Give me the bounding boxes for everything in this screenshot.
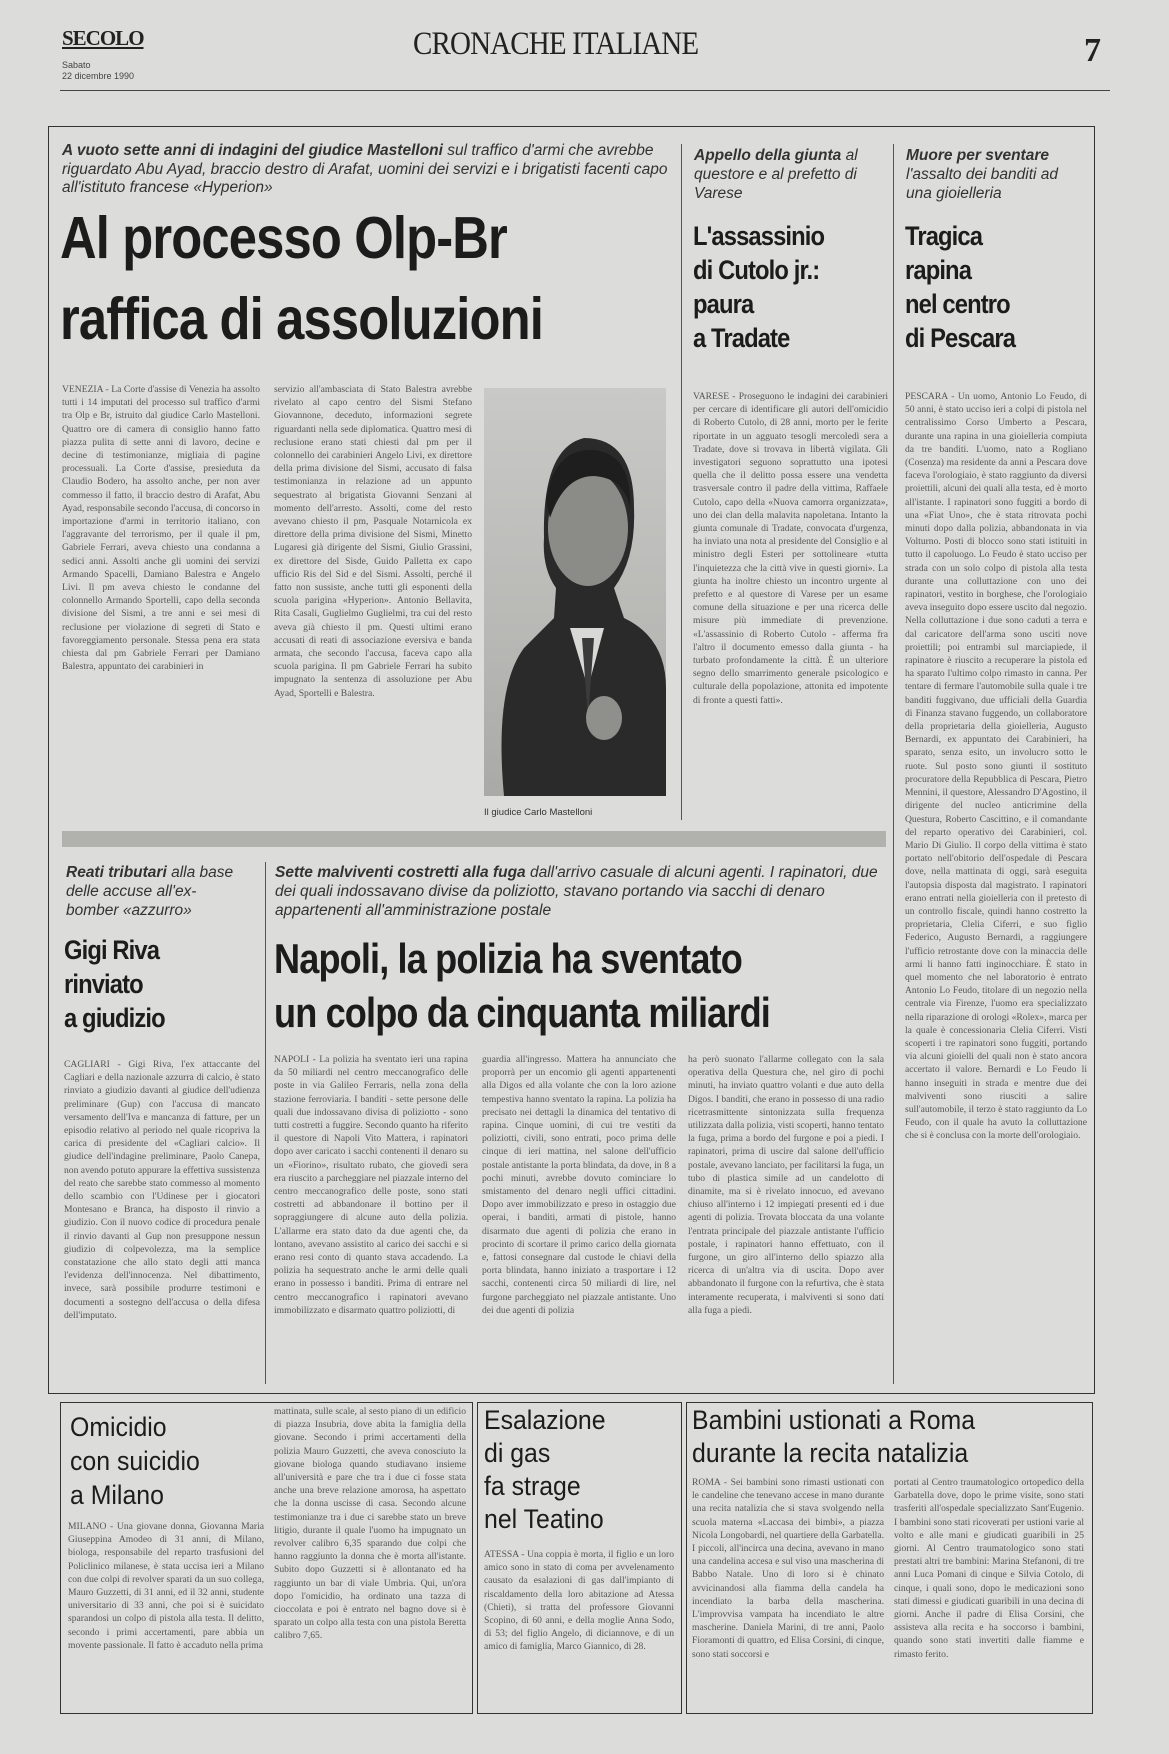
- issue-date: 22 dicembre 1990: [62, 71, 135, 81]
- pescara-headline: [905, 219, 1015, 355]
- header-rule: [60, 90, 1110, 91]
- milano-col-2: mattinata, sulle scale, al sesto piano di un edificio di piazza Insubria, dove abita la famiglia della giovane. Secondo i primi accertamenti della polizia Mauro Guzzetti, che aveva conosciuto la giovane biologa quando studiavano insieme all'università e pare che tra i due ci fosse stata anche una breve relazione amorosa, ha aspettato che la donna uscisse di casa. Secondo alcune testimonianze tra i due ci sarebbe stato un breve litigio, durante il quale l'uomo ha impugnato un revolver calibro 6,35 sparando due colpi che hanno raggiunto la donna che è morta all'istante. Subito dopo Guzzetti si è allontanato ed ha raggiunto un bar di viale Umbria. Qui, un'ora dopo l'omicidio, ha ordinato una tazza di cioccolata e poi è entrato nel bagno dove si è sparato un colpo alla testa con una pistola Beretta calibro 7,65.: [274, 1406, 466, 1642]
- olp-col-2: servizio all'ambasciata di Stato Balestra avrebbe rivelato al capo centro del Sismi Stefano Giovannone, deceduto, informazioni segrete riguardanti nella sede diplomatica. Quattro mesi di reclusione erano stati chiesti dal pm per il colonnello dei carabinieri Angelo Livi, ex direttore della prima divisione del Sismi, accusato di falsa testimonianza in relazione ad un appunto sequestrato al brigatista Giovanni Senzani al momento dell'arresto. Assolti, come del resto avevano chiesto il pm, Pasquale Notarnicola ex direttore della prima divisione del Sismi, Minetto Lugaresi già dirigente del Sismi, Giulio Grassini, ex direttore del Sisde, Guido Palletta ex capo ufficio Ris del Sid e del Sismi. Assolti, perché il fatto non sussiste, anche tutti gli esponenti della scuola parigina «Hyperion». Antonio Bellavita, Rita Casali, Guglielmo Guglielmi, tra cui del resto aveva già chiesto il pm. Questi ultimi erano accusati di reati di associazione eversiva e banda armata, che secondo l'accusa, faceva capo alla scuola parigina. Il pm Gabriele Ferrari ha subito impugnato la sentenza di assoluzione per Abu Ayad, Sportelli e Balestra.: [274, 384, 472, 699]
- napoli-kicker-bold: Sette malviventi costretti alla fuga: [275, 864, 526, 881]
- issue-day: Sabato: [62, 60, 91, 70]
- napoli-col-1: NAPOLI - La polizia ha sventato ieri una rapina da 50 miliardi nel centro meccanografico delle poste in via Galileo Ferraris, nella zona della stazione ferroviaria. I banditi - sette persone delle quali due indossavano divisa di poliziotto - sono tutti costretti a fuggire. Secondo quanto ha riferito il questore di Napoli Vito Mattera, i rapinatori dopo aver caricato i sacchi contenenti il denaro su un «Fiorino», risultato rubato, che giovedì sera era riuscito a parcheggiare nel piazzale interno del centro meccanografico delle poste, sono stati costretti ad abbandonare il bottino per il sopraggiungere di alcune auto della polizia. L'allarme era stato dato da due agenti che, da lontano, avevano assistito al carico dei sacchi e si erano resi conto di quanto stava accadendo. La polizia ha sequestrato anche le armi delle quali erano in possesso i banditi. Prima di entrare nel centro meccanografico i rapinatori avevano immobilizzato e disarmato quattro poliziotti, di: [274, 1054, 468, 1316]
- cutolo-body: VARESE - Proseguono le indagini dei carabinieri per cercare di identificare gli autori dell'omicidio di Roberto Cutolo, di 28 anni, morto per le ferite riportate in un agguato tesogli mercoledì sera a Tradate, dove si trovava in libertà vigilata. Gli investigatori seguono soprattutto una ipotesi quella che il delitto possa essere una vendetta trasversale contro il padre della vittima, Raffaele Cutolo, capo della «Nuova camorra organizzata», uno dei clan della malavita napoletana. Intanto la giunta comunale di Tradate, convocata d'urgenza, ha inviato una nota al presidente del Consiglio e al ministro degli Esteri per sottolineare «tutta l'inquietezza che la città vive in questi giorni». La giunta ha inoltre chiesto un incontro urgente al prefetto e al questore di Varese per un esame comune della situazione e per una ricerca delle misure più immediate di prevenzione. «L'assassinio di Roberto Cutolo - afferma fra l'altro il documento emesso dalla giunta - ha turbato profondamente la città. È un ulteriore segno dello smarrimento generale psicologico e culturale della popolazione, attonita ed impotente di fronte a questi fatti».: [693, 391, 888, 706]
- cutolo-headline-2: di Cutolo jr.:: [693, 255, 820, 285]
- cutolo-headline-3: paura: [693, 289, 754, 319]
- roma-headline: [692, 1404, 975, 1470]
- pescara-headline-3: nel centro: [905, 289, 1010, 319]
- roma-col-2: portati al Centro traumatologico ortopedico della Garbatella dove, dopo le prime visite, sono stati trasferiti all'ospedale specializzato Sant'Eugenio. I bambini sono stati ricoverati per ustioni varie al volto e alle mani e giudicati guaribili in 25 giorni. Al Centro traumatologico sono stati prestati altri tre bambini: Marina Stefanoni, di tre anni Luca Pomani di cinque e Silvia Cotolo, di cinque, i quali sono, dopo le medicazioni sono stati dimessi e giudicati guaribili in una decina di giorni. Anche il padre di Elisa Corsini, che assisteva alla recita e ha soccorso i bambini, quando sono stati invertiti dalle fiamme e rimasto ferito.: [894, 1477, 1084, 1660]
- pescara-kicker-rest: l'assalto dei banditi ad una gioielleria: [906, 166, 1059, 202]
- napoli-kicker-rest: dall'arrivo casuale di alcuni agenti. I rapinatori, due dei quali indossavano divise da poliziotto, stavano portando via sacchi di denaro appartenenti all'amministrazione postale: [275, 864, 878, 919]
- cutolo-headline-4: a Tradate: [693, 323, 790, 353]
- olp-kicker-bold: A vuoto sette anni di indagini del giudice Mastelloni: [62, 142, 443, 159]
- divider-riva-napoli: [265, 862, 266, 1384]
- cutolo-kicker: [694, 146, 894, 203]
- pescara-headline-1: Tragica: [905, 221, 983, 251]
- milano-col-1: MILANO - Una giovane donna, Giovanna Maria Giuseppina Amodeo di 31 anni, di Milano, biologa, responsabile del reparto trasfusioni del Policlinico milanese, è stata uccisa ieri a Milano con due colpi di revolver sparati da un suo collega, Mauro Guzzetti, di 31 anni, ed il 32 anni, studente universitario di 33 anni, che poi si è suicidato sparandosi un colpo di pistola alla testa. Il delitto, secondo i primi accertamenti, pare abbia un movente passionale. Il fatto è accaduto nella prima: [68, 1521, 264, 1651]
- napoli-kicker: [275, 863, 885, 920]
- pescara-kicker-bold: Muore per sventare: [906, 147, 1049, 164]
- portrait-silhouette: [484, 388, 666, 796]
- page-number: 7: [1084, 32, 1101, 69]
- teatino-headline-2: di gas: [484, 1438, 551, 1468]
- cutolo-kicker-rest: al questore e al prefetto di Varese: [694, 147, 858, 202]
- olp-kicker: [62, 142, 682, 198]
- riva-headline: [64, 933, 165, 1035]
- divider-cutolo-pescara: [893, 144, 894, 1384]
- olp-col-1: VENEZIA - La Corte d'assise di Venezia ha assolto tutti i 14 imputati del processo sul traffico d'armi tra Olp e Br, istruito dal giudice Carlo Mastelloni. Quattro ore di camera di consiglio hanno fatto piazza pulita di sette anni di lavoro, decine e decine di testimonianze, migliaia di pagine processuali. La Corte d'assise, presieduta da Claudio Bodero, ha assolto anche, per non aver commesso il fatto, il braccio destro di Arafat, Abu Ayad, responsabile secondo l'accusa, di concorso in importazione d'armi in territorio italiano, con l'aggravante del terrorismo, per il quale il pm, Gabriele Ferrari, aveva chiesto una condanna a sedici anni. Assolti anche gli uomini dei servizi Armando Spacelli, Damiano Balestra e Angelo Livi. Il pm aveva chiesto le condanne del colonnello Armando Sportelli, capo della seconda divisione del Sismi, a tre anni e sei mesi di reclusione per violazione di segreti di Stato e favoreggiamento personale. Stessa pena era stata chiesta dal pm Gabriele Ferrari per Damiano Balestra, appuntato dei carabinieri in: [62, 384, 260, 673]
- napoli-col-2: guardia all'ingresso. Mattera ha annunciato che proporrà per un encomio gli agenti appartenenti alla Digos ed alla volante che con la loro azione tempestiva hanno sventato la rapina. La polizia ha precisato nei dettagli la dinamica del tentativo di rapina. Cinque uomini, di cui tre vestiti da poliziotti, civili, sono entrati, poco prima delle cinque di ieri mattina, nel salone dell'ufficio postale antistante la porta blindata, da dove, in 8 a pochi minuti, avrebbe dovuto cominciare lo smistamento del denaro negli uffici cittadini. Dopo aver immobilizzato e preso in ostaggio due operai, i banditi, armati di pistole, hanno disarmato due agenti di polizia che erano in procinto di scortare il primo carico della giornata e, fattosi consegnare dal custode le chiavi della porta blindata, hanno iniziato a trasportare i 12 sacchi, contenenti circa 50 miliardi di lire, nel furgone parcheggiato nel piazzale antistante. Uno dei due agenti di polizia: [482, 1054, 676, 1316]
- pescara-headline-2: rapina: [905, 255, 972, 285]
- olp-headline-2: raffica di assoluzioni: [60, 286, 543, 352]
- pescara-kicker: [906, 146, 1086, 203]
- judge-photo: [484, 388, 666, 796]
- teatino-body: ATESSA - Una coppia è morta, il figlio e un loro amico sono in stato di coma per avvelenamento causato da esalazioni di gas dall'impianto di riscaldamento della loro abitazione ad Atessa (Chieti), si tratta del professore Giovanni Scopino, di 60 anni, e della moglie Anna Sodo, di 53; del figlio Angelo, di diciannove, e di un amico di famiglia, Marco Giannico, di 28.: [484, 1549, 674, 1653]
- cutolo-headline: [693, 219, 824, 355]
- riva-kicker: [66, 863, 246, 920]
- cutolo-kicker-bold: Appello della giunta: [694, 147, 842, 164]
- section-band: [62, 831, 886, 847]
- divider-olp-cutolo: [681, 144, 682, 820]
- riva-headline-1: Gigi Riva: [64, 935, 160, 965]
- milano-headline-3: a Milano: [70, 1480, 164, 1510]
- teatino-headline-1: Esalazione: [484, 1405, 606, 1435]
- olp-kicker-rest: sul traffico d'armi che avrebbe riguardato Abu Ayad, braccio destro di Arafat, uomini dei servizi e i brigatisti facenti capo all'istituto francese «Hyperion»: [62, 142, 668, 197]
- riva-body: CAGLIARI - Gigi Riva, l'ex attaccante del Cagliari e della nazionale azzurra di calcio, è stato rinviato a giudizio davanti al giudice dell'udienza preliminare (Gup) con l'accusa di mancato versamento dell'Iva e mancanza di fatture, per un episodio relativo al periodo nel quale ricopriva la carica di presidente del «Cagliari calcio». Il giudice dell'indagine preliminare, Paolo Canepa, non avendo potuto appurare la effettiva sussistenza del reato che sarebbe stato commesso al momento dello scambio con l'Udinese per i giocatori Montesano e Branca, ha disposto il rinvio a giudizio. Con il nuovo codice di procedura penale il rinvio davanti al Gup non presuppone nessun giudizio di colpevolezza, ma la semplice constatazione che allo stato degli atti manca l'evidenza dell'innocenza. Nel dibattimento, invece, sarà possibile produrre testimoni e documenti a sostegno dell'accusa o della difesa dell'imputato.: [64, 1059, 260, 1321]
- olp-headline-1: Al processo Olp-Br: [60, 205, 507, 271]
- pescara-headline-4: di Pescara: [905, 323, 1016, 353]
- riva-kicker-rest: alla base delle accuse all'ex-bomber «azzurro»: [66, 864, 234, 919]
- masthead: SECOLO: [62, 26, 144, 50]
- roma-headline-1: Bambini ustionati a Roma: [692, 1405, 976, 1435]
- pescara-body: PESCARA - Un uomo, Antonio Lo Feudo, di 50 anni, è stato ucciso ieri a colpi di pistola nel centralissimo Corso Umberto a Pescara, durante una rapina in una gioielleria compiuta da tre banditi. L'uomo, nato a Rogliano (Cosenza) ma residente da anni a Pescara dove faceva l'orologiaio, è stato raggiunto da diversi proiettili, alcuni dei quali alla testa, ed è morto all'istante. I rapinatori sono fuggiti a bordo di una «Fiat Uno», che è stata ritrovata pochi minuti dopo dalla polizia, abbandonata in via Volturno. Posti di blocco sono stati istituiti in tutto il capoluogo. Lo Feudo è stato ucciso per strada con un solo colpo di pistola alla testa durante una colluttazione con uno dei rapinatori, vestito in borghese, che l'orologiaio aveva inseguito dopo essere uscito dal negozio. Nella colluttazione i due sono caduti a terra e dal caricatore dell'arma sono usciti nove proiettili; poi entrambi sul marciapiede, il rapinatore è riuscito a recuperare la pistola ed ha sparato l'ultimo colpo rimasto in canna. Per tentare di fermare l'automobile sulla quale i tre banditi fuggivano, due ufficiali della Guardia di Finanza stavano fuggendo, un collaboratore della proprietaria della gioielleria, Augusto Bernardi, ex appuntato dei Carabinieri, ha sparato, senza esito, un involucro sotto le ruote. Sul posto sono giunti il sostituto procuratore della Repubblica di Pescara, Pietro Mennini, il questore, Alessandro D'Agostino, il dirigente del nucleo anticrimine della Questura, Roberto Cascittino, e il comandante del reparto operativo dei Carabinieri, col. Mario Di Giulio. Il corpo della vittima è stato portato nell'obitorio dell'ospedale di Pescara dove, nella mattinata di oggi, sarà eseguita l'autopsia disposta dal magistrato. I rapinatori erano entrati nella gioielleria con il pretesto di un controllo fiscale, quindi hanno costretto la proprietaria, Clelia Ciferri, e suo figlio Federico, Augusto Bernardi, a raggiungere l'ufficio retrostante dove con la minaccia delle armi li hanno fatti inginocchiare. È stato in quel momento che nel laboratorio è entrato Antonio Lo Feudo, titolare di un negozio nella centrale via Firenze, l'uomo era specializzato nella riparazione di orologi «Rolex», marca per la quale è concessionaria Clelia Ciferri. Visti scoperti i tre rapinatori sono fuggiti, portando via alcuni gioielli del quali non è stato ancora accertato il valore. Bernardi e Lo Feudo li hanno inseguiti in strada e mentre due dei malviventi sono riusciti a salire sull'automobile, il terzo è stato raggiunto da Lo Feudo, con il quale ha avuto la colluttazione che si è conclusa con la morte dell'orologiaio.: [905, 391, 1087, 1142]
- riva-headline-3: a giudizio: [64, 1003, 165, 1033]
- teatino-headline: [484, 1404, 606, 1536]
- milano-headline-2: con suicidio: [70, 1446, 200, 1476]
- napoli-headline-1: Napoli, la polizia ha sventato: [274, 935, 742, 982]
- riva-kicker-bold: Reati tributari: [66, 864, 167, 881]
- napoli-headline-2: un colpo da cinquanta miliardi: [274, 989, 770, 1036]
- teatino-headline-4: nel Teatino: [484, 1504, 604, 1534]
- napoli-col-3: ha però suonato l'allarme collegato con la sala operativa della Questura che, nel giro di pochi minuti, ha inviato quattro volanti e due auto della Digos. I banditi, che erano in possesso di una radio ricetrasmittente sintonizzata sulla frequenza utilizzata dalla polizia, visti scoperti, hanno tentato la fuga, prima a bordo del furgone e poi a piedi. I rapinatori, prima di uscire dal salone dell'ufficio postale, avevano lanciato, per facilitarsi la fuga, un tubo di plastica simile ad un candelotto di dinamite, ma si è rivelato innocuo, ed avevano chiuso all'interno i 12 impiegati presenti ed i due agenti di polizia. Trovata bloccata da una volante l'entrata principale del piazzale antistante l'ufficio postale, i rapinatori hanno effettuato, con il furgone, un giro all'interno dello spiazzo alla ricerca di un'altra via di uscita. Dopo aver abbandonato il furgone con la refurtiva, che è stata interamente recuperata, i malviventi si sono dati alla fuga a piedi.: [688, 1054, 884, 1316]
- roma-col-1: ROMA - Sei bambini sono rimasti ustionati con le candeline che tenevano accese in mano durante una recita natalizia che si stava svolgendo nella scuola materna «Laccasa dei bimbi», a piazza Nicola Longobardi, nel quartiere della Garbatella. I piccoli, all'incirca una decina, avevano in mano una candelina accesa e sul viso una mascherina di Babbo Natale. Uno di loro si è chinato avvicinandosi alla fiamma della candela ha incendiato la barba della mascherina. L'improvvisa vampata ha incendiato le altre mascherine. Daniela Marini, di tre anni, Paolo Fioramonti di quattro, ed Elisa Corsini, di cinque, sono stati soccorsi e: [692, 1477, 884, 1660]
- milano-headline: [70, 1410, 200, 1512]
- milano-headline-1: Omicidio: [70, 1412, 167, 1442]
- roma-headline-2: durante la recita natalizia: [692, 1438, 969, 1468]
- teatino-headline-3: fa strage: [484, 1471, 581, 1501]
- photo-caption: Il giudice Carlo Mastelloni: [484, 807, 593, 818]
- section-title: CRONACHE ITALIANE: [413, 26, 699, 62]
- riva-headline-2: rinviato: [64, 969, 143, 999]
- cutolo-headline-1: L'assassinio: [693, 221, 825, 251]
